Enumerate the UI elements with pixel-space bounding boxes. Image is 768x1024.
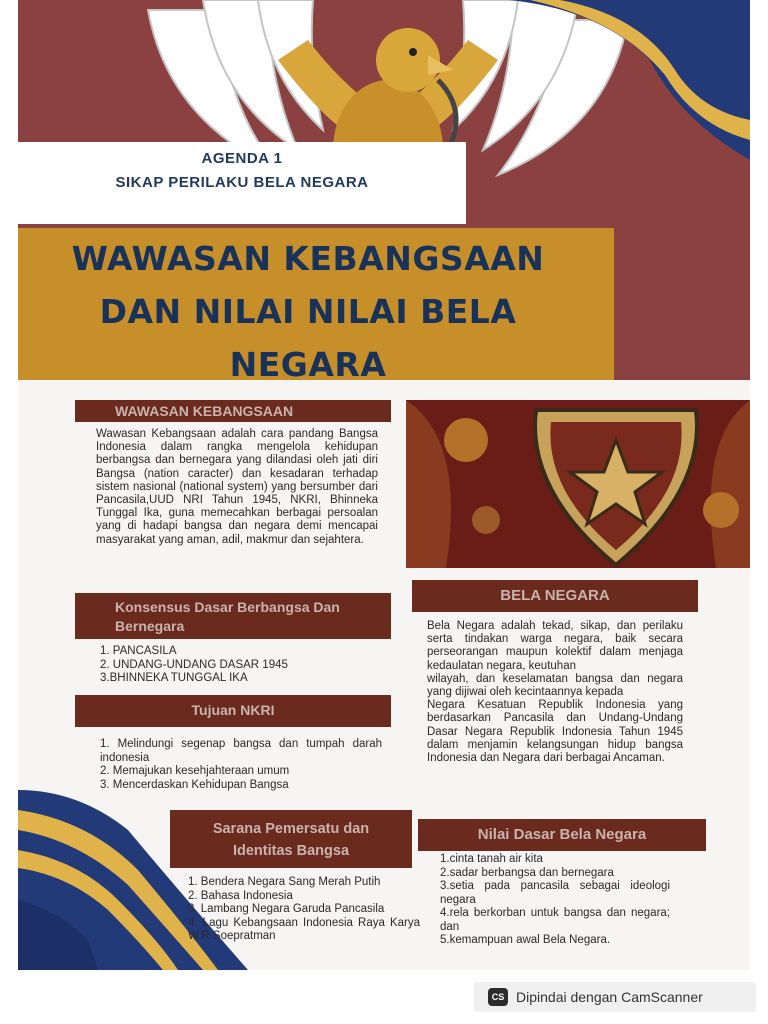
- title-line-1: WAWASAN KEBANGSAAN: [71, 239, 545, 278]
- konsensus-list: [100, 645, 390, 686]
- list-item: 4. Lagu Kebangsaan Indonesia Raya Karya W.R Soepratman: [188, 916, 420, 942]
- list-item: 4.rela berkorban untuk bangsa dan negara; dan: [440, 907, 670, 933]
- garuda-shield-image: [406, 400, 750, 568]
- bela-negara-paragraph-2: wilayah, dan keselamatan bangsa dan negara yang dijiwai oleh kecintaannya kepada: [427, 672, 683, 699]
- camscanner-watermark: [474, 982, 756, 1012]
- camscanner-text: Dipindai dengan CamScanner: [516, 989, 703, 1005]
- title-line-2: DAN NILAI NILAI BELA: [99, 292, 517, 331]
- list-item: 1.cinta tanah air kita: [440, 853, 543, 865]
- list-item: 1. Bendera Negara Sang Merah Putih: [188, 876, 381, 888]
- agenda-box: [18, 142, 466, 224]
- agenda-subtitle: SIKAP PERILAKU BELA NEGARA: [115, 174, 369, 191]
- page-title: [28, 232, 588, 391]
- list-item: 1. PANCASILA: [100, 645, 177, 657]
- nilai-dasar-list: [440, 853, 670, 948]
- bela-negara-paragraph-3: Negara Kesatuan Republik Indonesia yang berdasarkan Pancasila dan Undang-Undang Dasar Negara Republik Indonesia Tahun 1945 dalam menjamin kelangsungan hidup bangsa Indonesia dan Negara dari berbagai Ancaman.: [427, 699, 683, 765]
- tujuan-header: Tujuan NKRI: [75, 695, 391, 727]
- list-item: 3.BHINNEKA TUNGGAL IKA: [100, 672, 248, 684]
- nilai-dasar-header: Nilai Dasar Bela Negara: [418, 819, 706, 851]
- sarana-header-line1: Sarana Pemersatu dan: [212, 821, 370, 837]
- wawasan-text: Wawasan Kebangsaan adalah cara pandang Bangsa Indonesia dalam rangka mengelola kehidupan berbangsa dan bernegara yang dilandasi oleh jati diri Bangsa (nation caracter) dan kesadaran terhadap sistem nasional (national system) yang bersumber dari Pancasila,UUD NRI Tahun 1945, NKRI, Bhinneka Tunggal Ika, guna memecahkan berbagai persoalan yang di hadapi bangsa dan negara demi mencapai masyarakat yang aman, adil, makmur dan sejahtera.: [96, 428, 378, 546]
- agenda-number: AGENDA 1: [201, 150, 283, 167]
- list-item: 2.sadar berbangsa dan bernegara: [440, 866, 614, 879]
- list-item: 2. Memajukan kesehjahteraan umum: [100, 765, 290, 777]
- bela-negara-header: BELA NEGARA: [412, 580, 698, 612]
- konsensus-header-line1: Konsensus Dasar Berbangsa Dan: [115, 599, 340, 615]
- title-line-3: NEGARA: [229, 345, 387, 384]
- konsensus-header-line2: Bernegara: [115, 618, 185, 634]
- sarana-list: [188, 876, 420, 944]
- wawasan-header: WAWASAN KEBANGSAAN: [75, 400, 391, 422]
- list-item: 2. Bahasa Indonesia: [188, 889, 293, 902]
- bela-negara-text: [427, 620, 683, 765]
- list-item: 2. UNDANG-UNDANG DASAR 1945: [100, 658, 288, 671]
- tujuan-list: [100, 738, 382, 792]
- sarana-header-line2: Identitas Bangsa: [232, 843, 350, 859]
- shield-star-icon: [406, 400, 750, 568]
- title-box: [18, 228, 614, 384]
- list-item: 1. Melindungi segenap bangsa dan tumpah darah indonesia: [100, 738, 382, 764]
- konsensus-header: [75, 593, 391, 639]
- bela-negara-paragraph-1: Bela Negara adalah tekad, sikap, dan perilaku serta tindakan warga negara, baik secara perseorangan maupun kolektif dalam menjaga kedaulatan negara, keutuhan: [427, 620, 683, 672]
- list-item: 3.setia pada pancasila sebagai ideologi negara: [440, 880, 670, 906]
- sarana-header: [170, 810, 412, 868]
- list-item: 3. Lambang Negara Garuda Pancasila: [188, 903, 385, 915]
- list-item: 5.kemampuan awal Bela Negara.: [440, 934, 611, 946]
- poster: [18, 0, 750, 970]
- list-item: 3. Mencerdaskan Kehidupan Bangsa: [100, 778, 289, 791]
- flag-ribbon-decoration: [450, 0, 750, 160]
- camscanner-icon: CS: [488, 988, 508, 1006]
